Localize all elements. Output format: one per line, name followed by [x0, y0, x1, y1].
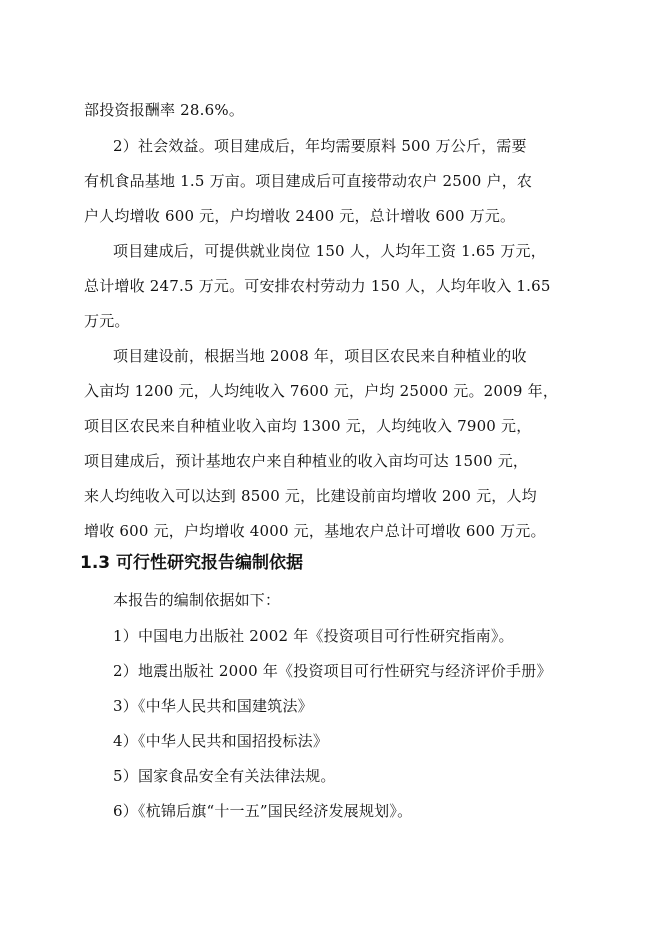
basis-intro: 本报告的编制依据如下： [113, 591, 281, 609]
basis-item: 5）国家食品安全有关法律法规。 [113, 767, 336, 785]
text-line: 2）社会效益。项目建成后，年均需要原料 500 万公斤，需要 [113, 137, 527, 155]
text-line: 增收 600 元，户均增收 4000 元，基地农户总计可增收 600 万元。 [84, 522, 546, 540]
text-line: 项目建设前，根据当地 2008 年，项目区农民来自种植业的收 [113, 347, 527, 365]
text-line: 有机食品基地 1.5 万亩。项目建成后可直接带动农户 2500 户，农 [84, 172, 533, 190]
basis-item: 1）中国电力出版社 2002 年《投资项目可行性研究指南》。 [113, 627, 514, 645]
text-line: 项目建成后，预计基地农户来自种植业的收入亩均可达 1500 元， [84, 452, 529, 470]
text-line: 户人均增收 600 元，户均增收 2400 元，总计增收 600 万元。 [84, 207, 516, 225]
section-heading: 1.3 可行性研究报告编制依据 [80, 553, 304, 573]
text-line: 入亩均 1200 元，人均纯收入 7600 元，户均 25000 元。2009 年， [84, 382, 559, 400]
basis-item: 2）地震出版社 2000 年《投资项目可行性研究与经济评价手册》 [113, 662, 552, 680]
text-line: 总计增收 247.5 万元。可安排农村劳动力 150 人，人均年收入 1.65 [84, 277, 551, 295]
text-line: 万元。 [84, 312, 130, 330]
text-line: 项目区农民来自种植业收入亩均 1300 元，人均纯收入 7900 元， [84, 417, 532, 435]
text-line: 来人均纯收入可以达到 8500 元，比建设前亩均增收 200 元，人均 [84, 487, 537, 505]
basis-item: 3）《中华人民共和国建筑法》 [113, 697, 313, 715]
text-line: 部投资报酬率 28.6%。 [84, 101, 245, 119]
basis-item: 6）《杭锦后旗“十一五”国民经济发展规划》。 [113, 802, 413, 820]
text-line: 项目建成后，可提供就业岗位 150 人，人均年工资 1.65 万元， [113, 242, 546, 260]
basis-item: 4）《中华人民共和国招投标法》 [113, 732, 329, 750]
